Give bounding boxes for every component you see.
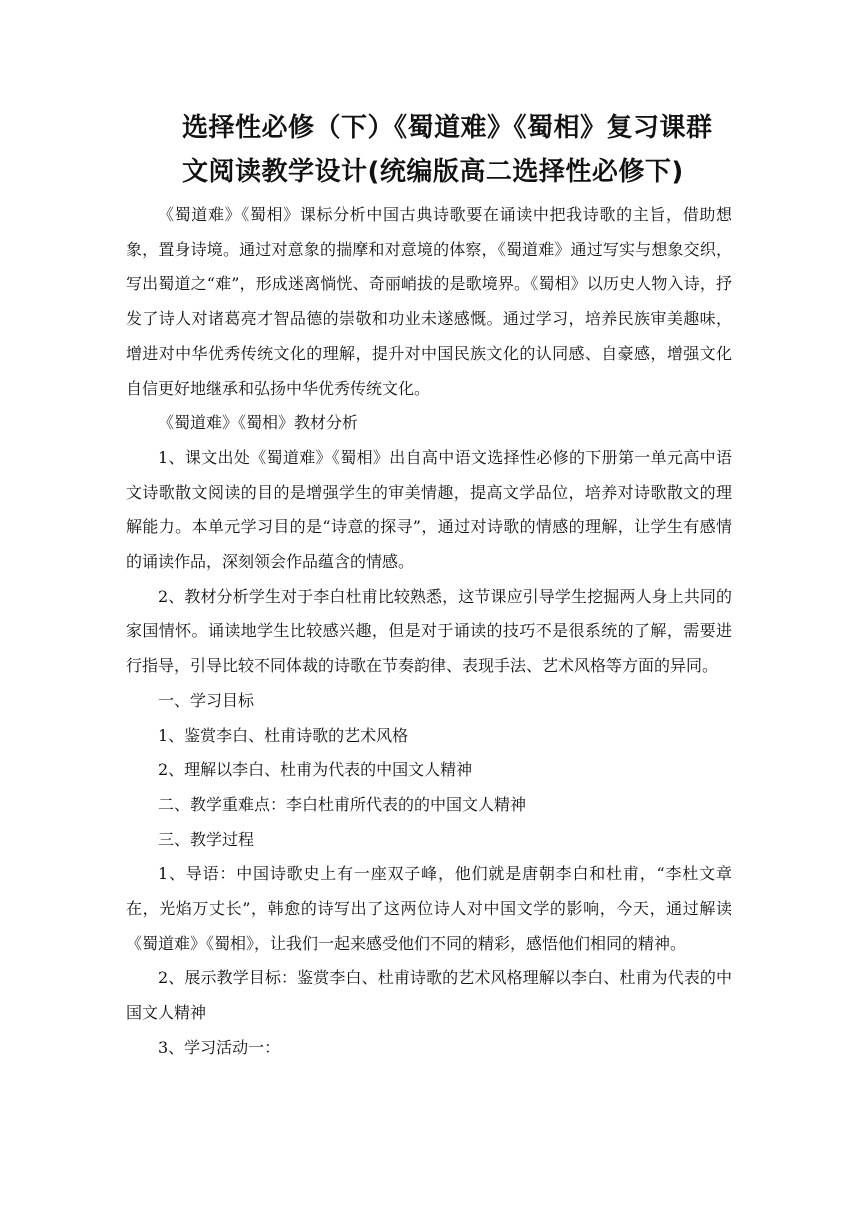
title-line-1: 选择性必修（下）《蜀道难》《蜀相》复习课群 (182, 113, 713, 143)
document-body (126, 198, 732, 1066)
objective-item-2: 2、理解以李白、杜甫为代表的中国文人精神 (158, 760, 473, 780)
process-step-show-objectives: 2、展示教学目标：鉴赏李白、杜甫诗歌的艺术风格理解以李白、杜甫为代表的中国文人精神 (126, 968, 732, 1023)
paragraph-textbook-analysis-heading: 《蜀道难》《蜀相》教材分析 (158, 413, 359, 433)
process-step-activity-one: 3、学习活动一： (158, 1037, 281, 1057)
heading-teaching-process: 三、教学过程 (158, 829, 255, 849)
title-line-2: 文阅读教学设计(统编版高二选择性必修下) (182, 157, 684, 187)
paragraph-learner-analysis: 2、教材分析学生对于李白杜甫比较熟悉，这节课应引导学生挖掘两人身上共同的家国情怀。诵读地学生比较感兴趣，但是对于诵读的技巧不是很系统的了解，需要进行指导，引导比较不同体裁的诗歌在节奏韵律、表现手法、艺术风格等方面的异同。 (126, 586, 732, 676)
document-title (182, 106, 742, 194)
paragraph-text-source: 1、课文出处《蜀道难》《蜀相》出自高中语文选择性必修的下册第一单元高中语文诗歌散文阅读的目的是增强学生的审美情趣，提高文学品位，培养对诗歌散文的理解能力。本单元学习目的是“诗意的探寻”，通过对诗歌的情感的理解，让学生有感情的诵读作品，深刻领会作品蕴含的情感。 (126, 447, 732, 572)
objective-item-1: 1、鉴赏李白、杜甫诗歌的艺术风格 (158, 725, 409, 745)
paragraph-curriculum-analysis: 《蜀道难》《蜀相》课标分析中国古典诗歌要在诵读中把我诗歌的主旨，借助想象，置身诗境。通过对意象的揣摩和对意境的体察，《蜀道难》通过写实与想象交织，写出蜀道之“难”，形成迷离惝恍、奇丽峭拔的是歌境界。《蜀相》以历史人物入诗，抒发了诗人对诸葛亮才智品德的崇敬和功业未遂感慨。通过学习，培养民族审美趣味，增进对中华优秀传统文化的理解，提升对中国民族文化的认同感、自豪感，增强文化自信更好地继承和弘扬中华优秀传统文化。 (126, 205, 732, 398)
process-step-introduction: 1、导语：中国诗歌史上有一座双子峰，他们就是唐朝李白和杜甫，“李杜文章在，光焰万丈长”，韩愈的诗写出了这两位诗人对中国文学的影响，今天，通过解读《蜀道难》《蜀相》，让我们一起来感受他们不同的精彩，感悟他们相同的精神。 (126, 864, 732, 953)
heading-learning-objectives: 一、学习目标 (158, 690, 255, 710)
heading-key-difficulties: 二、教学重难点：李白杜甫所代表的的中国文人精神 (158, 794, 527, 814)
